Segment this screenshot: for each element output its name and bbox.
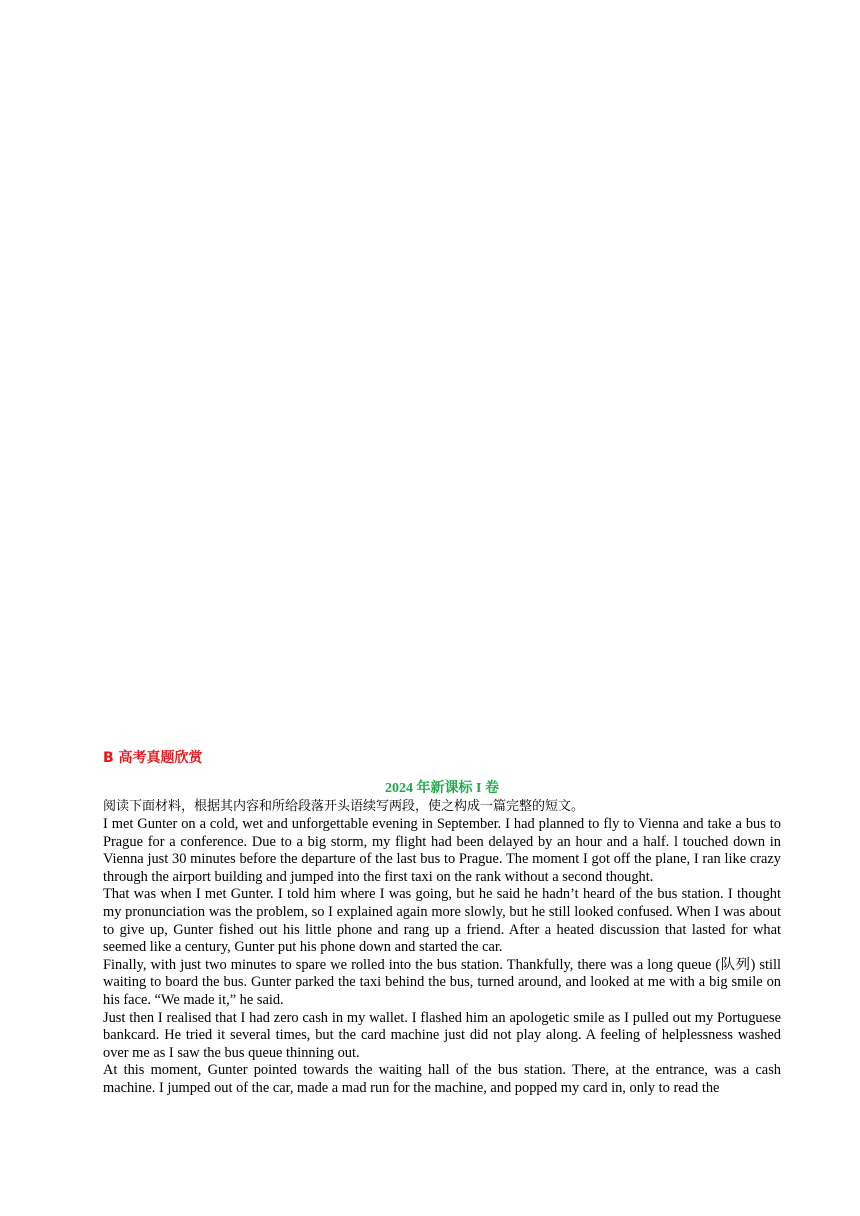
passage-paragraph-5: At this moment, Gunter pointed towards the waiting hall of the bus station. There, at the entrance, was a cash machine. I jumped out of the car, made a mad run for the machine, and popped my card in, only to read the <box>103 1062 781 1096</box>
document-content <box>103 748 781 1098</box>
passage-paragraph-1: I met Gunter on a cold, wet and unforgettable evening in September. I had planned to fly to Vienna and take a bus to Prague for a conference. Due to a big storm, my flight had been delayed by an hour and a half. l touched down in Vienna just 30 minutes before the departure of the last bus to Prague. The moment I got off the plane, I ran like crazy through the airport building and jumped into the first taxi on the rank without a second thought. <box>103 816 781 885</box>
passage-paragraph-2: That was when I met Gunter. I told him where I was going, but he said he hadn’t heard of the bus station. I thought my pronunciation was the problem, so I explained again more slowly, but he still looked confused. When I was about to give up, Gunter fished out his little phone and rang up a friend. After a heated discussion that lasted for what seemed like a century, Gunter put his phone down and started the car. <box>103 886 781 956</box>
passage-paragraph-3: Finally, with just two minutes to spare we rolled into the bus station. Thankfully, there was a long queue (队列) still waiting to board the bus. Gunter parked the taxi behind the bus, turned around, and looked at me with a big smile on his face. “We made it,” he said. <box>103 956 781 1008</box>
exam-title: 2024 年新课标 I 卷 <box>385 781 499 796</box>
section-heading: B 高考真题欣赏 <box>103 750 203 766</box>
passage-paragraph-4: Just then I realised that I had zero cash in my wallet. I flashed him an apologetic smile as I pulled out my Portuguese bankcard. He tried it several times, but the card machine just did not play along. A feeling of helplessness washed over me as I saw the bus queue thinning out. <box>103 1009 781 1061</box>
instruction-text: 阅读下面材料，根据其内容和所给段落开头语续写两段，使之构成一篇完整的短文。 <box>103 799 585 814</box>
